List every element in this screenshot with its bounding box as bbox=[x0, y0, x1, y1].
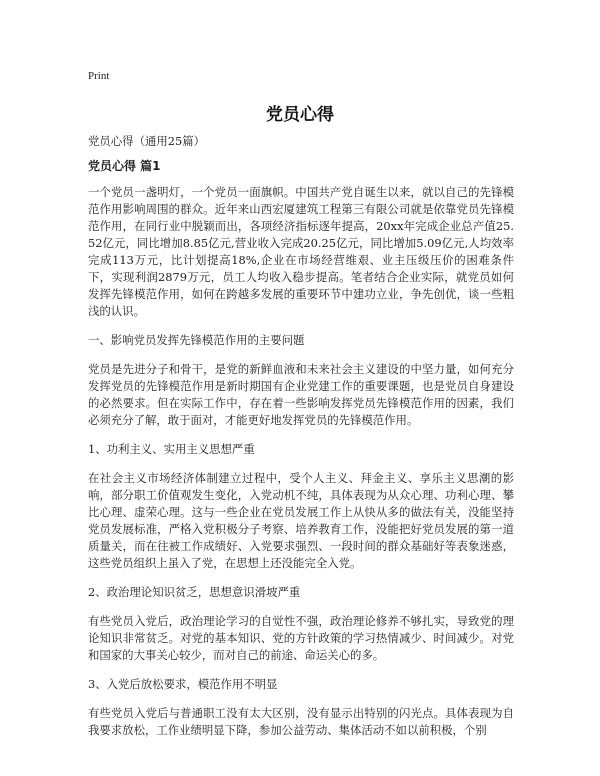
article-body bbox=[88, 133, 514, 751]
heading-requirements: 3、入党后放松要求，模范作用不明显 bbox=[88, 677, 278, 691]
paragraph-utilitarianism: 在社会主义市场经济体制建立过程中，受个人主义、拜金主义、享乐主义思潮的影响，部分职工价值观发生变化，入党动机不纯，具体表现为从众心理、功利心理、攀比心理、虚荣心理。这与一些企业在党员发展工作上从快从多的做法有关，没能坚持党员发展标准，严格入党积极分子考察、培养教育工作，没能把好党员发展的第一道质量关，而在往被工作成绩好、入党要求强烈、一段时间的群众基础好等表象迷惑，这些党员组织上虽入了党，在思想上还没能完全入党。 bbox=[88, 471, 514, 570]
paragraph-requirements: 有些党员入党后与普通职工没有太大区别，没有显示出特别的闪光点。具体表现为自我要求放松，工作业绩明显下降，参加公益劳动、集体活动不如以前积极，个别 bbox=[88, 706, 514, 737]
paragraph-theory: 有些党员入党后，政治理论学习的自觉性不强，政治理论修养不够扎实，导致党的理论知识非常贫乏。对党的基本知识、党的方针政策的学习热情减少、时间减少。对党和国家的大事关心较少，而对自己的前途、命运关心的多。 bbox=[88, 614, 514, 662]
subtitle: 党员心得（通用25篇） bbox=[88, 134, 206, 148]
print-link[interactable]: Print bbox=[88, 70, 110, 82]
section-heading: 党员心得 篇1 bbox=[88, 159, 161, 173]
page-title: 党员心得 bbox=[266, 105, 334, 125]
heading-theory: 2、政治理论知识贫乏，思想意识滑坡严重 bbox=[88, 585, 301, 599]
heading-problems: 一、影响党员发挥先锋模范作用的主要问题 bbox=[88, 333, 305, 347]
paragraph-intro: 一个党员一盏明灯，一个党员一面旗帜。中国共产党自诞生以来，就以自己的先锋模范作用影响周围的群众。近年来山西宏厦建筑工程第三有限公司就是依靠党员先锋模范作用，在同行业中脱颖而出，各项经济指标逐年提高，20xx年完成企业总产值25.52亿元，同比增加8.85亿元,营业收入完成20.25亿元，同比增加5.09亿元,人均效率完成113万元，比计划提高18%,企业在市场经营维艰、业主压级压价的困难条件下，实现利润2879万元，员工人均收入稳步提高。笔者结合企业实际，就党员如何发挥先锋模范作用，如何在跨越多发展的重要环节中建功立业，争先创优，谈一些粗浅的认识。 bbox=[88, 185, 514, 318]
paragraph-problems: 党员是先进分子和骨干，是党的新鲜血液和未来社会主义建设的中坚力量，如何充分发挥党员的先锋模范作用是新时期国有企业党建工作的重要课题，也是党员自身建设的必然要求。但在实际工作中，存在着一些影响发挥党员先锋模范作用的因素，我们必须充分了解，敢于面对，才能更好地发挥党员的先锋模范作用。 bbox=[88, 362, 514, 427]
heading-utilitarianism: 1、功利主义、实用主义思想严重 bbox=[88, 442, 255, 456]
